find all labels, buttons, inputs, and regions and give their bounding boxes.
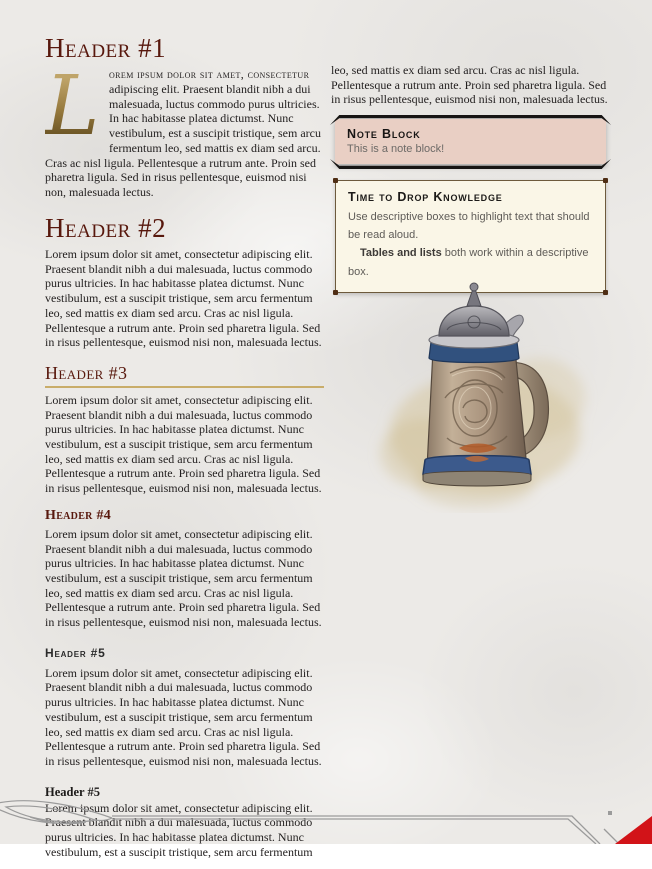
red-corner-triangle [615,816,652,844]
descriptive-box-text [348,208,593,281]
descriptive-line-2 [348,244,593,280]
descriptive-line-1: Use descriptive boxes to highlight text that should be read aloud. [348,211,590,242]
note-title: Note Block [347,127,421,142]
paragraph: Lorem ipsum dolor sit amet, consectetur adipiscing elit. Praesent blandit nibh a dui malesuada, luctus commodo purus ultricies. In hac habitasse platea dictumst. Nunc vestibulum, est a suscipit tristique, sem arcu fermentum leo, sed mattis ex diam sed arcu. Cras ac nisl ligula. Pellentesque a rutrum ante. Proin sed pharetra ligula. Sed in risus pellentesque, euismod nisi non, malesuada lectus. [45,392,322,496]
dropcap-letter-l: L [45,71,105,143]
descriptive-line-2-bold: Tables and lists [360,247,442,260]
note-top-banner-bar [330,115,611,125]
footer-square-dot [608,811,612,815]
beer-stein-illustration [355,278,605,513]
corner-dot-icon [333,178,338,183]
header-3: Header #3 [45,363,324,388]
note-text: This is a note block! [347,143,445,156]
header-5b: Header #5 [45,784,100,799]
note-body [335,119,606,164]
footer-decoration [0,795,652,844]
paragraph-truncated: Lorem ipsum dolor sit amet, consectetur adipiscing elit. Praesent blandit nibh a dui malesuada, luctus commodo purus ultricies. In hac habitasse platea dictumst. Nunc vestibulum, est a suscipit tristique, sem arcu fermentum [45,800,313,859]
paragraph-text: adipiscing elit. Praesent blandit nibh a dui malesuada, luctus commodo purus ultricies. In hac habitasse platea dictumst. Nunc vestibulum, est a suscipit tristique, sem arcu fermentum leo, sed mattis ex diam sed arcu. Cras ac nisl ligula. Pellentesque a rutrum ante. Proin sed pharetra ligula. Sed in risus pellentesque, euismod nisi non, malesuada lectus. [45,82,321,199]
paragraph: Lorem ipsum dolor sit amet, consectetur adipiscing elit. Praesent blandit nibh a dui malesuada, luctus commodo purus ultricies. In hac habitasse platea dictumst. Nunc vestibulum, est a suscipit tristique, sem arcu fermentum leo, sed mattis ex diam sed arcu. Cras ac nisl ligula. Pellentesque a rutrum ante. Proin sed pharetra ligula. Sed in risus pellentesque, euismod nisi non, malesuada lectus. [45,665,322,768]
continuation-paragraph: leo, sed mattis ex diam sed arcu. Cras ac nisl ligula. Pellentesque a rutrum ante. Proin sed pharetra ligula. Sed in risus pellentesque, euismod nisi non, malesuada lectus. [331,63,608,107]
paragraph: Lorem ipsum dolor sit amet, consectetur adipiscing elit. Praesent blandit nibh a dui malesuada, luctus commodo purus ultricies. In hac habitasse platea dictumst. Nunc vestibulum, est a suscipit tristique, sem arcu fermentum leo, sed mattis ex diam sed arcu. Cras ac nisl ligula. Pellentesque a rutrum ante. Proin sed pharetra ligula. Sed in risus pellentesque, euismod nisi non, malesuada lectus. [45,247,322,350]
descriptive-box-title: Time to Drop Knowledge [348,190,503,205]
note-block [335,119,606,164]
corner-dot-icon [333,290,338,295]
header-4: Header #4 [45,507,112,523]
leaf-flourish-icon [0,801,112,824]
dropcap-paragraph [45,59,324,199]
header-1: Header #1 [45,33,167,63]
header-2: Header #2 [45,212,167,243]
descriptive-box [335,180,606,293]
right-column [331,34,610,293]
left-column [45,34,324,869]
paragraph: Lorem ipsum dolor sit amet, consectetur adipiscing elit. Praesent blandit nibh a dui malesuada, luctus commodo purus ultricies. In hac habitasse platea dictumst. Nunc vestibulum, est a suscipit tristique, sem arcu fermentum leo, sed mattis ex diam sed arcu. Cras ac nisl ligula. Pellentesque a rutrum ante. Proin sed pharetra ligula. Sed in risus pellentesque, euismod nisi non, malesuada lectus. [45,526,322,630]
descriptive-line-2-rest: both work within a descriptive box. [348,247,589,278]
header-5: Header #5 [45,645,106,660]
leadin-text: orem ipsum dolor sit amet, consectetur [109,67,310,82]
footer-rule [112,816,619,844]
note-bottom-banner-bar [330,159,611,169]
corner-dot-icon [603,178,608,183]
